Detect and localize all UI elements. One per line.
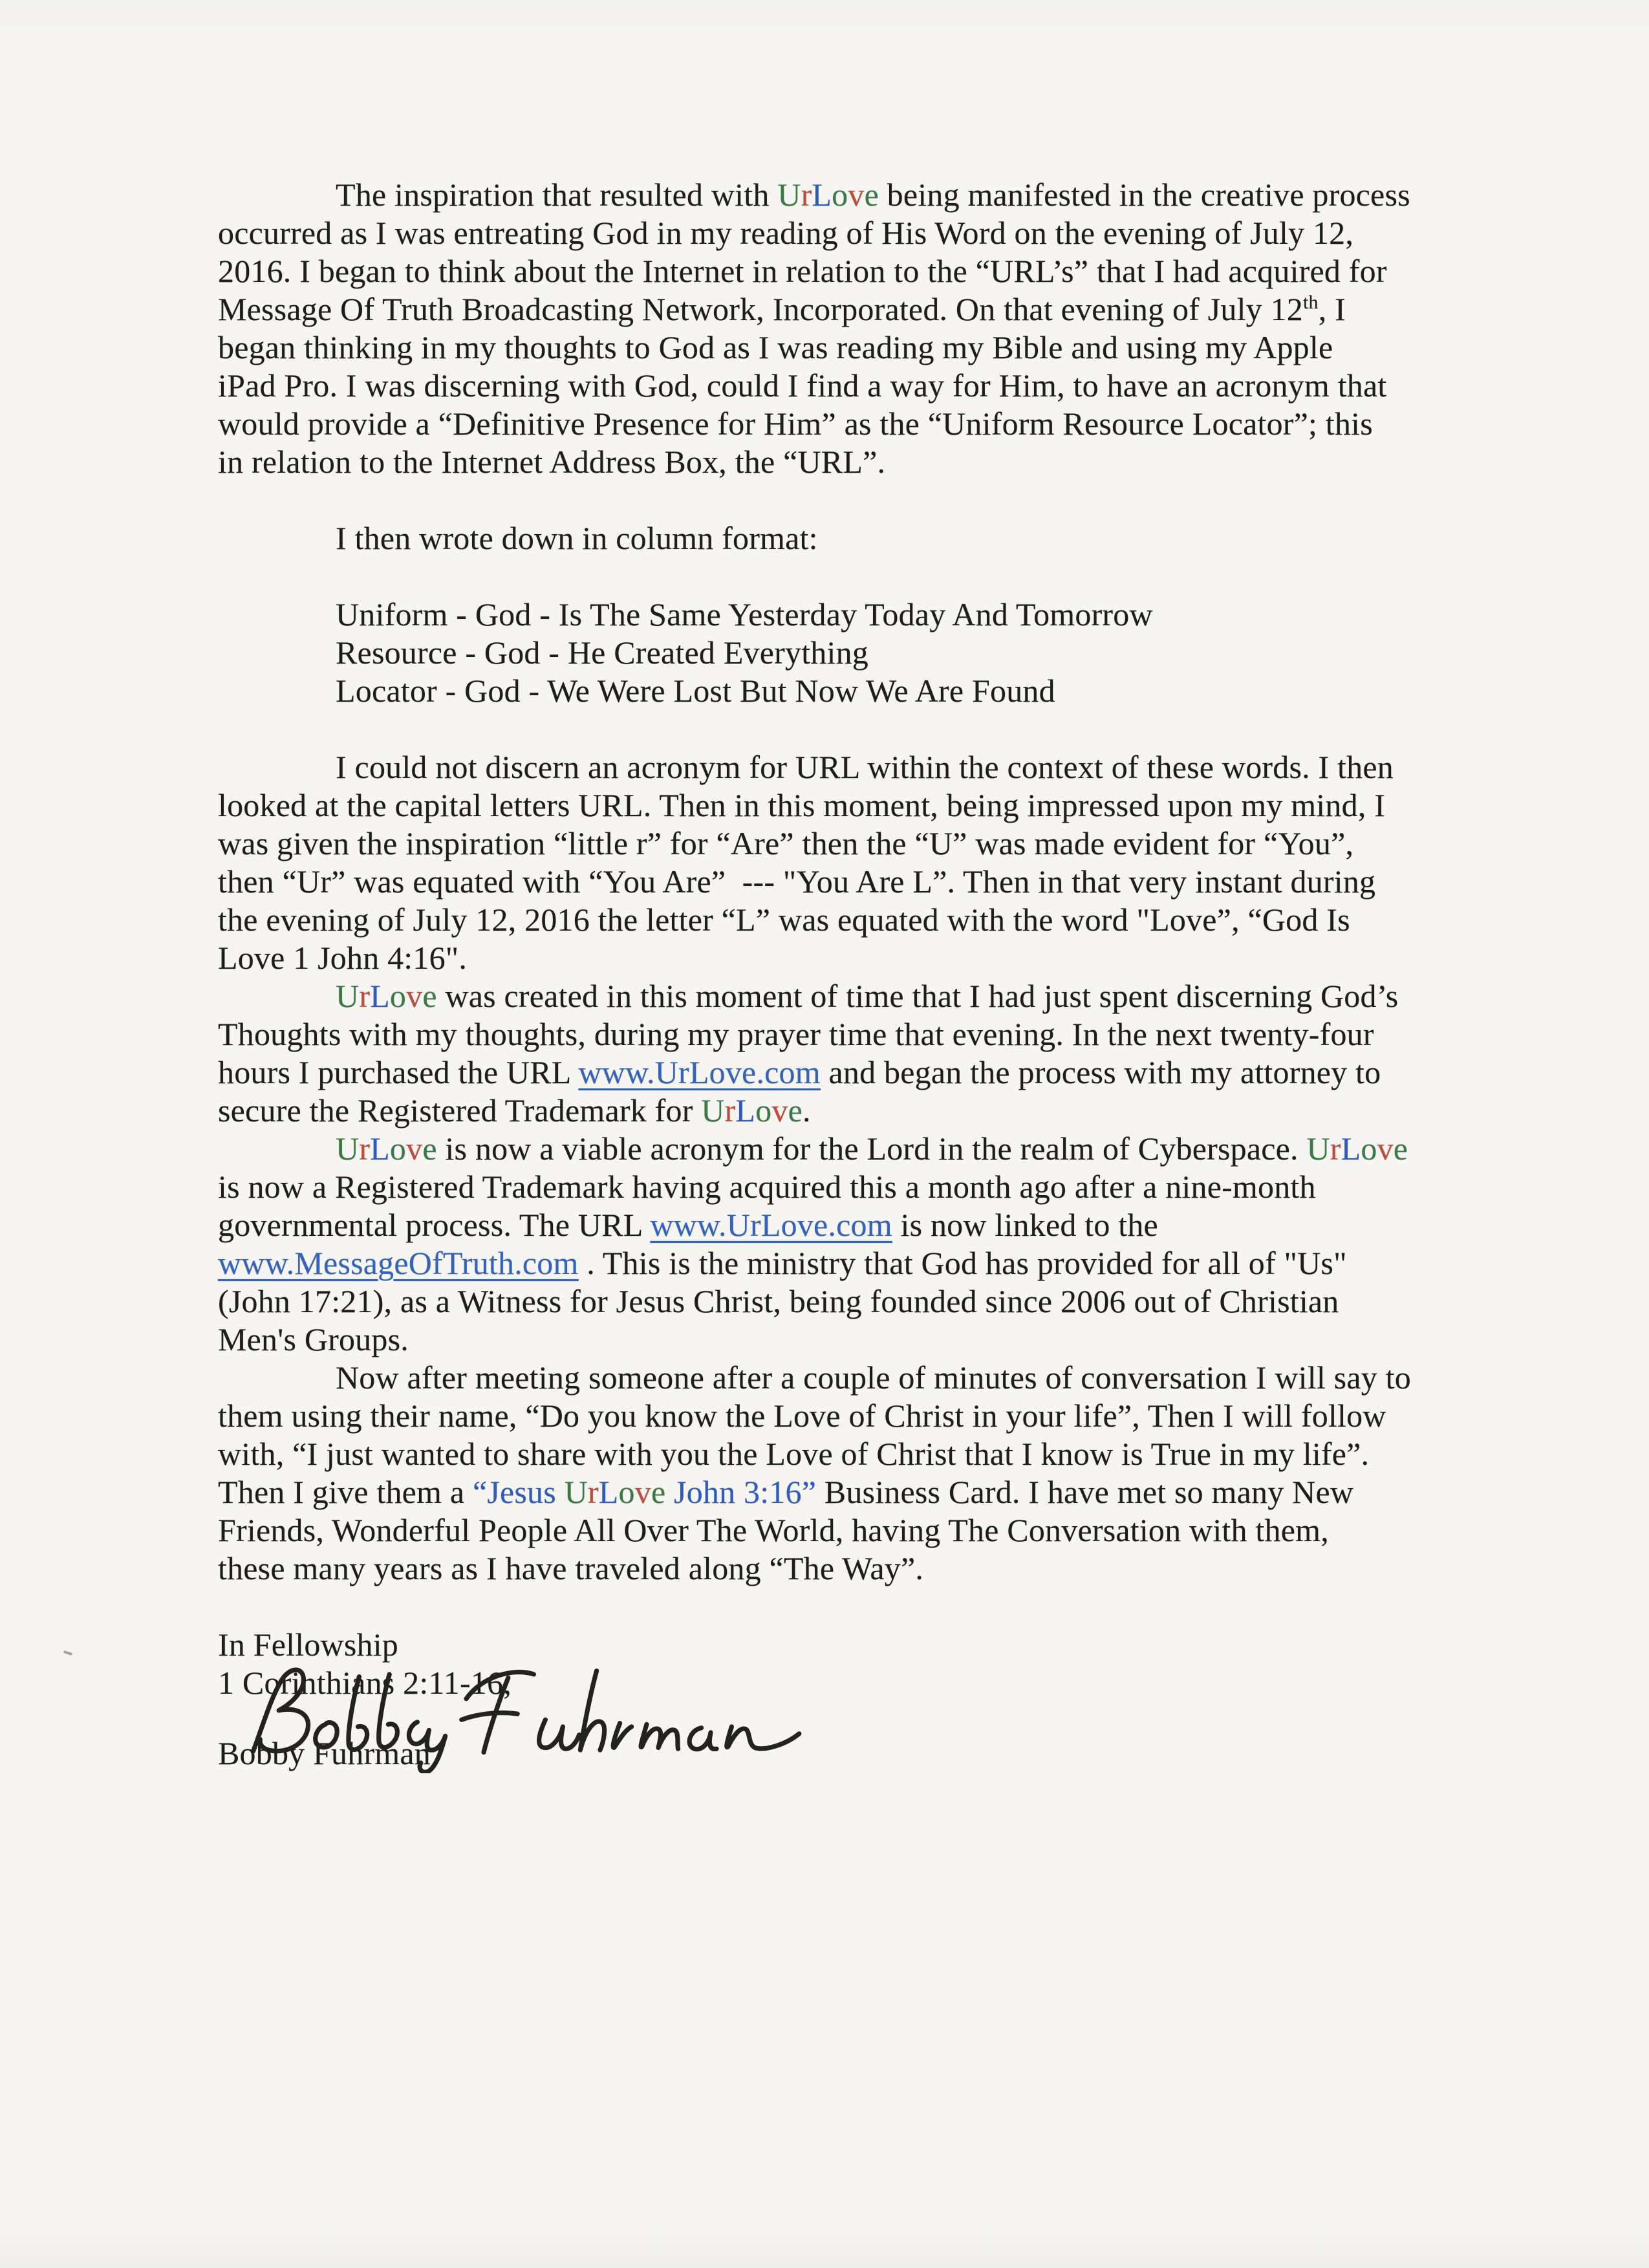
urlove-letter: o: [389, 978, 407, 1014]
text-run: was created in this moment of time that I had just spent discerning God’s: [436, 978, 1399, 1014]
urlove-letter: U: [1306, 1130, 1330, 1167]
text-run: .: [802, 1092, 811, 1129]
text-line: [218, 443, 1453, 481]
urlove-letter: o: [832, 177, 848, 213]
text-run: then “Ur” was equated with “You Are” --- "You Are L”. Then in that very instant during: [218, 863, 1376, 900]
text-run: Now after meeting someone after a couple of minutes of conversation I will say to: [336, 1359, 1411, 1396]
urlove-letter: r: [724, 1092, 736, 1129]
urlove-letter: L: [735, 1092, 756, 1129]
text-line: [218, 1473, 1453, 1511]
urlove-letter: o: [755, 1092, 772, 1129]
text-line: [218, 519, 1453, 557]
text-run: hours I purchased the URL: [218, 1054, 579, 1090]
urlove-letter: e: [1393, 1130, 1408, 1167]
text-run: Then I give them a: [218, 1474, 473, 1510]
text-run: 2016. I began to think about the Internet in relation to the “URL’s” that I had acquired for: [218, 253, 1387, 289]
urlove-letter: o: [389, 1130, 407, 1167]
urlove-wordmark: [1306, 1130, 1408, 1167]
signature-space: [218, 1702, 1453, 1734]
urlove-letter: U: [336, 978, 360, 1014]
text-run: in relation to the Internet Address Box, the “URL”.: [218, 444, 886, 480]
text-line: [218, 825, 1453, 863]
text-line: [218, 1359, 1453, 1397]
text-line: [218, 367, 1453, 405]
letter-body: [218, 176, 1453, 1773]
urlove-wordmark: [336, 978, 437, 1014]
urlove-letter: v: [634, 1474, 651, 1510]
text-line: [218, 176, 1453, 214]
text-line: [218, 1092, 1453, 1130]
text-line: [218, 634, 1453, 672]
text-line: [218, 1321, 1453, 1359]
text-line: [218, 1206, 1453, 1244]
text-line: [218, 1664, 1453, 1702]
text-line: [218, 252, 1453, 290]
urlove-wordmark: [336, 1130, 437, 1167]
text-run: The inspiration that resulted with: [336, 177, 778, 213]
text-run: , I: [1318, 291, 1346, 327]
text-run: began thinking in my thoughts to God as I was reading my Bible and using my Apple: [218, 329, 1333, 365]
text-line: [218, 1734, 1453, 1773]
blank-line: [218, 557, 1453, 596]
text-run: Friends, Wonderful People All Over The World, having The Conversation with them,: [218, 1512, 1329, 1548]
text-line: [218, 329, 1453, 367]
text-run: Business Card. I have met so many New: [816, 1474, 1354, 1510]
urlove-letter: e: [651, 1474, 666, 1510]
text-line: [218, 596, 1453, 634]
text-run: iPad Pro. I was discerning with God, could I find a way for Him, to have an acronym that: [218, 367, 1387, 404]
urlove-wordmark: [701, 1092, 803, 1129]
text-run: Resource - God - He Created Everything: [336, 634, 868, 671]
text-run: would provide a “Definitive Presence for Him” as the “Uniform Resource Locator”; this: [218, 405, 1373, 442]
text-run: Men's Groups.: [218, 1321, 409, 1357]
url-link-text: www.UrLove.com: [578, 1054, 821, 1090]
blue-phrase: “Jesus: [472, 1474, 565, 1510]
text-run: was given the inspiration “little r” for “Are” then the “U” was made evident for “You”,: [218, 825, 1354, 861]
urlove-letter: L: [812, 177, 832, 213]
text-line: [218, 1244, 1453, 1282]
urlove-letter: U: [701, 1092, 725, 1129]
urlove-letter: r: [801, 177, 812, 213]
urlove-letter: r: [359, 978, 371, 1014]
url-link-text: www.UrLove.com: [650, 1207, 892, 1243]
urlove-letter: o: [618, 1474, 635, 1510]
urlove-letter: U: [777, 177, 801, 213]
text-line: [218, 405, 1453, 443]
urlove-letter: L: [370, 978, 390, 1014]
text-line: [218, 939, 1453, 977]
text-run: Love 1 John 4:16".: [218, 940, 468, 976]
text-run: is now a viable acronym for the Lord in the realm of Cyberspace.: [436, 1130, 1307, 1167]
text-line: [218, 1282, 1453, 1321]
scan-speck-artifact: [63, 1650, 73, 1656]
urlove-letter: v: [771, 1092, 788, 1129]
urlove-letter: v: [1377, 1130, 1394, 1167]
blank-line: [218, 1588, 1453, 1626]
text-run: the evening of July 12, 2016 the letter “L” was equated with the word "Love”, “God Is: [218, 902, 1350, 938]
urlove-letter: o: [1361, 1130, 1377, 1167]
urlove-letter: U: [564, 1474, 588, 1510]
text-run: and began the process with my attorney to: [820, 1054, 1381, 1090]
text-line: [218, 1130, 1453, 1168]
superscript: th: [1302, 292, 1319, 313]
text-run: looked at the capital letters URL. Then in this moment, being impressed upon my mind, I: [218, 787, 1386, 823]
urlove-letter: r: [1330, 1130, 1341, 1167]
text-run: Message Of Truth Broadcasting Network, Incorporated. On that evening of July 12: [218, 291, 1303, 327]
text-line: [218, 901, 1453, 939]
text-run: is now a Registered Trademark having acquired this a month ago after a nine-month: [218, 1169, 1316, 1205]
text-run: with, “I just wanted to share with you the Love of Christ that I know is True in my life”.: [218, 1436, 1370, 1472]
urlove-letter: e: [864, 177, 879, 213]
urlove-letter: e: [788, 1092, 803, 1129]
text-run: I could not discern an acronym for URL within the context of these words. I then: [336, 749, 1394, 785]
text-line: [218, 748, 1453, 786]
text-line: [218, 290, 1453, 329]
text-line: [218, 672, 1453, 710]
text-run: them using their name, “Do you know the Love of Christ in your life”, Then I will follow: [218, 1398, 1386, 1434]
text-run: secure the Registered Trademark for: [218, 1092, 702, 1129]
text-line: [218, 214, 1453, 252]
blue-phrase: John 3:16”: [665, 1474, 817, 1510]
text-run: Uniform - God - Is The Same Yesterday Today And Tomorrow: [336, 596, 1153, 632]
text-line: [218, 1168, 1453, 1206]
text-run: Bobby Fuhrman: [218, 1735, 431, 1771]
text-run: Locator - God - We Were Lost But Now We Are Found: [336, 673, 1055, 709]
urlove-letter: v: [406, 1130, 423, 1167]
text-run: being manifested in the creative process: [878, 177, 1410, 213]
text-run: these many years as I have traveled along “The Way”.: [218, 1550, 924, 1586]
text-line: [218, 1397, 1453, 1435]
blank-line: [218, 481, 1453, 519]
urlove-wordmark: [777, 177, 879, 213]
urlove-letter: L: [370, 1130, 390, 1167]
text-run: Thoughts with my thoughts, during my prayer time that evening. In the next twenty-four: [218, 1016, 1374, 1052]
urlove-letter: e: [422, 1130, 437, 1167]
text-line: [218, 1511, 1453, 1550]
urlove-letter: U: [336, 1130, 360, 1167]
blank-line: [218, 710, 1453, 748]
urlove-letter: r: [587, 1474, 599, 1510]
urlove-letter: r: [359, 1130, 371, 1167]
text-run: I then wrote down in column format:: [336, 520, 818, 556]
text-run: . This is the ministry that God has provided for all of "Us": [578, 1245, 1347, 1281]
urlove-letter: v: [848, 177, 865, 213]
text-line: [218, 1550, 1453, 1588]
urlove-letter: L: [1341, 1130, 1361, 1167]
urlove-letter: L: [598, 1474, 619, 1510]
url-link-text: www.MessageOfTruth.com: [218, 1245, 579, 1281]
text-run: (John 17:21), as a Witness for Jesus Christ, being founded since 2006 out of Christian: [218, 1283, 1339, 1319]
urlove-letter: v: [406, 978, 423, 1014]
text-line: [218, 977, 1453, 1015]
text-run: In Fellowship: [218, 1626, 398, 1663]
text-run: governmental process. The URL: [218, 1207, 651, 1243]
urlove-letter: e: [422, 978, 437, 1014]
text-line: [218, 786, 1453, 825]
text-line: [218, 1053, 1453, 1092]
text-line: [218, 863, 1453, 901]
urlove-wordmark: [565, 1474, 666, 1510]
text-line: [218, 1435, 1453, 1473]
text-line: [218, 1626, 1453, 1664]
text-run: is now linked to the: [892, 1207, 1158, 1243]
text-run: 1 Corinthians 2:11-16,: [218, 1665, 512, 1701]
text-line: [218, 1015, 1453, 1053]
text-run: occurred as I was entreating God in my reading of His Word on the evening of July 12,: [218, 215, 1354, 251]
